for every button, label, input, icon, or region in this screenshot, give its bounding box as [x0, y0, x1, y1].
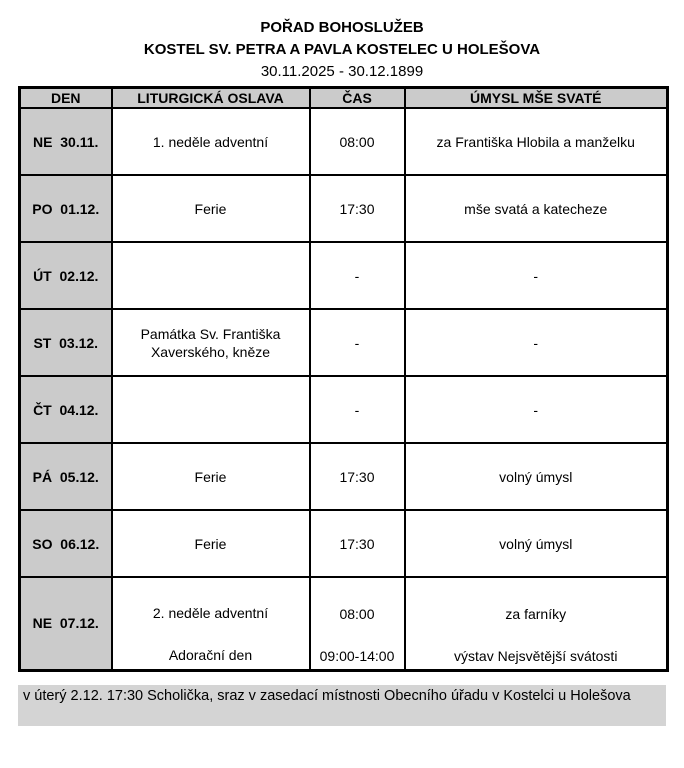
column-header-oslava: LITURGICKÁ OSLAVA: [112, 88, 310, 109]
intention-cell: -: [405, 376, 668, 443]
celebration-cell: Ferie: [112, 510, 310, 577]
column-header-umysl: ÚMYSL MŠE SVATÉ: [405, 88, 668, 109]
table-row: [20, 376, 668, 443]
service-schedule-table: [18, 86, 669, 672]
footer-note: v úterý 2.12. 17:30 Scholička, sraz v zasedací místnosti Obecního úřadu v Kostelci u Holešova: [18, 685, 666, 726]
celebration-cell: 1. neděle adventní: [112, 108, 310, 175]
table-row: [20, 175, 668, 242]
day-cell: ÚT 02.12.: [20, 242, 112, 309]
intention-cell: -: [405, 242, 668, 309]
document-header: [0, 0, 684, 83]
table-row: [20, 309, 668, 376]
column-header-den: DEN: [20, 88, 112, 109]
table-row: [20, 108, 668, 175]
day-cell: NE 30.11.: [20, 108, 112, 175]
day-cell: NE 07.12.: [20, 577, 112, 670]
celebration-cell: [112, 577, 310, 670]
day-cell: SO 06.12.: [20, 510, 112, 577]
time-cell: -: [310, 242, 405, 309]
time-cell: 08:00: [310, 108, 405, 175]
intention-cell: -: [405, 309, 668, 376]
column-header-cas: ČAS: [310, 88, 405, 109]
intention-secondary: výstav Nejsvětější svátosti: [454, 648, 618, 665]
intention-primary: za farníky: [505, 605, 567, 622]
intention-cell: mše svatá a katecheze: [405, 175, 668, 242]
table-row: [20, 577, 668, 670]
celebration-cell: Ferie: [112, 443, 310, 510]
day-cell: ČT 04.12.: [20, 376, 112, 443]
time-cell: [310, 577, 405, 670]
time-cell: 17:30: [310, 510, 405, 577]
page-title: POŘAD BOHOSLUŽEB: [260, 19, 424, 36]
table-row: [20, 510, 668, 577]
celebration-cell: [112, 242, 310, 309]
day-cell: ST 03.12.: [20, 309, 112, 376]
intention-cell: volný úmysl: [405, 510, 668, 577]
church-name: KOSTEL SV. PETRA A PAVLA KOSTELEC U HOLEŠOVA: [143, 41, 541, 58]
table-row: [20, 242, 668, 309]
time-primary: 08:00: [339, 605, 375, 622]
day-cell: PÁ 05.12.: [20, 443, 112, 510]
time-cell: -: [310, 309, 405, 376]
time-cell: 17:30: [310, 175, 405, 242]
celebration-cell: Památka Sv. Františka Xaverského, kněze: [112, 309, 310, 376]
table-header-row: [20, 88, 668, 109]
time-cell: -: [310, 376, 405, 443]
day-cell: PO 01.12.: [20, 175, 112, 242]
intention-cell: [405, 577, 668, 670]
date-range: 30.11.2025 - 30.12.1899: [260, 63, 424, 80]
time-secondary: 09:00-14:00: [319, 648, 395, 665]
time-cell: 17:30: [310, 443, 405, 510]
intention-cell: za Františka Hlobila a manželku: [405, 108, 668, 175]
celebration-primary: 2. neděle adventní: [152, 604, 269, 621]
table-row: [20, 443, 668, 510]
celebration-cell: Ferie: [112, 175, 310, 242]
celebration-cell: [112, 376, 310, 443]
intention-cell: volný úmysl: [405, 443, 668, 510]
celebration-secondary: Adorační den: [168, 647, 253, 664]
